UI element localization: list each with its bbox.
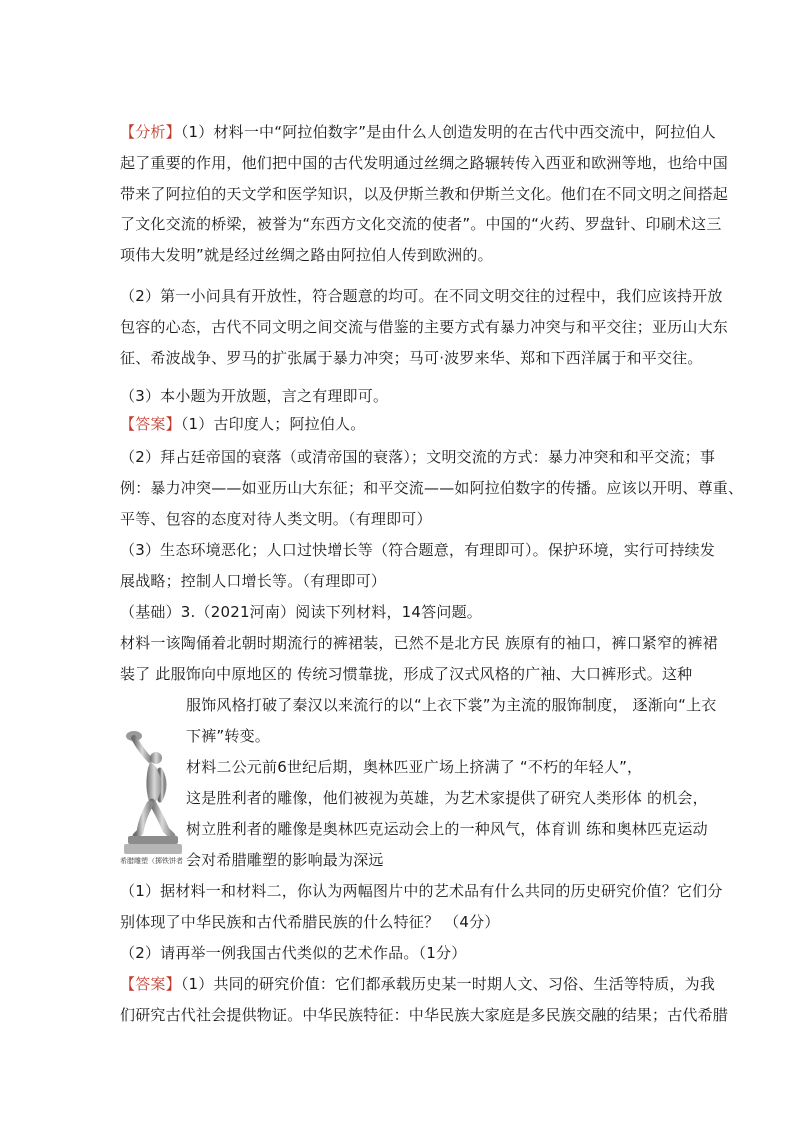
line-text: 展战略；控制人口增长等。（有理即可） (120, 572, 387, 590)
text-line (186, 693, 717, 717)
text-line (120, 1003, 729, 1027)
text-line (186, 755, 686, 779)
line-text: 包容的心态，古代不同文明之间交流与借鉴的主要方式有暴力冲突与和平交往；亚历山大东 (120, 318, 729, 336)
line-text: 项伟大发明”就是经过丝绸之路由阿拉伯人传到欧洲的。 (120, 246, 493, 264)
line-text: （2）拜占廷帝国的衰落（或清帝国的衰落）；文明交流的方式：暴力冲突和和平交流；事 (120, 448, 716, 466)
line-text: 服饰风格打破了秦汉以来流行的以“上衣下裳”为主流的服饰制度， 逐渐向“上衣 (186, 696, 717, 714)
answer-tag: 【答案】 (120, 415, 181, 433)
line-text: 装了 此服饰向中原地区的 传统习惯靠拢，形成了汉式风格的广袖、大口裤形式。这种 (120, 665, 693, 683)
statue-icon (120, 718, 184, 860)
text-line (120, 284, 723, 308)
line-text: 这是胜利者的雕像，他们被视为英雄，为艺术家提供了研究人类形体 的机会， (186, 789, 708, 807)
line-text: 材料一该陶俑着北朝时期流行的裤裙装，已然不是北方民 族原有的袖口，裤口紧窄的裤裙 (120, 634, 718, 652)
line-text: 材料二公元前6世纪后期，奥林匹亚广场上挤满了 “不朽的年轻人”， (186, 758, 643, 776)
text-line (120, 879, 723, 903)
text-line (120, 662, 693, 686)
line-text: 树立胜利者的雕像是奥林匹克运动会上的一种风气，体育训 练和奥林匹克运动 (186, 820, 708, 838)
line-text: 了文化交流的桥梁，被誉为“东西方文化交流的使者”。中国的“火药、罗盘针、印刷术这三 (120, 215, 722, 233)
line-text: 别体现了中华民族和古代希腊民族的什么特征？ （4分） (120, 913, 500, 931)
text-line (120, 212, 722, 236)
discobolus-statue-image (120, 718, 184, 860)
line-text: 们研究古代社会提供物证。中华民族特征：中华民族大家庭是多民族交融的结果；古代希腊 (120, 1006, 729, 1024)
text-line (120, 445, 716, 469)
line-text: （3）本小题为开放题，言之有理即可。 (120, 387, 389, 405)
text-line (120, 384, 680, 408)
text-line (120, 941, 680, 965)
line-text: （3）生态环境恶化；人口过快增长等（符合题意，有理即可）。保护环境，实行可持续发 (120, 541, 716, 559)
text-line (120, 569, 680, 593)
text-line (120, 346, 703, 370)
section-tag: 【分析】 (120, 123, 181, 141)
line-text: 下裤”转变。 (186, 727, 270, 745)
text-line (186, 848, 686, 872)
line-text: （1）共同的研究价值：它们都承载历史某一时期人文、习俗、生活等特质，为我 (180, 975, 716, 993)
text-line (120, 910, 680, 934)
text-line (120, 972, 716, 996)
text-line (120, 182, 729, 206)
line-text: 带来了阿拉伯的天文学和医学知识，以及伊斯兰教和伊斯兰文化。他们在不同文明之间搭起 (120, 185, 729, 203)
text-line (120, 507, 680, 531)
line-text: 平等、包容的态度对待人类文明。（有理即可） (120, 510, 432, 528)
text-line (120, 151, 729, 175)
text-line (120, 120, 716, 144)
text-line (186, 724, 686, 748)
line-text: （2）请再举一例我国古代类似的艺术作品。（1分） (120, 944, 467, 962)
line-text: （1）材料一中“阿拉伯数字”是由什么人创造发明的在古代中西交流中，阿拉伯人 (180, 123, 716, 141)
line-text: 征、希波战争、罗马的扩张属于暴力冲突；马可·波罗来华、郑和下西洋属于和平交往。 (120, 349, 703, 367)
line-text: （基础）3.（2021河南）阅读下列材料，14答问题。 (120, 603, 482, 621)
text-line (120, 631, 718, 655)
text-line (120, 538, 716, 562)
line-text: （1）据材料一和材料二，你认为两幅图片中的艺术品有什么共同的历史研究价值？它们分 (120, 882, 723, 900)
text-line (120, 600, 680, 624)
answer-tag: 【答案】 (120, 975, 181, 993)
text-line (186, 786, 708, 810)
image-caption: 希腊雕塑（掷铁饼者 (120, 857, 183, 865)
text-line (120, 315, 729, 339)
line-text: 例：暴力冲突——如亚历山大东征；和平交流——如阿拉伯数字的传播。应该以开明、尊重、 (120, 479, 744, 497)
line-text: 起了重要的作用，他们把中国的古代发明通过丝绸之路辗转传入西亚和欧洲等地，也给中国 (120, 154, 729, 172)
text-line (120, 476, 744, 500)
text-line (120, 412, 680, 436)
line-text: 会对希腊雕塑的影响最为深远 (186, 851, 384, 869)
text-line (186, 817, 708, 841)
text-line (120, 243, 680, 267)
line-text: （1）古印度人；阿拉伯人。 (180, 415, 366, 433)
line-text: （2）第一小问具有开放性，符合题意的均可。在不同文明交往的过程中，我们应该持开放 (120, 287, 723, 305)
